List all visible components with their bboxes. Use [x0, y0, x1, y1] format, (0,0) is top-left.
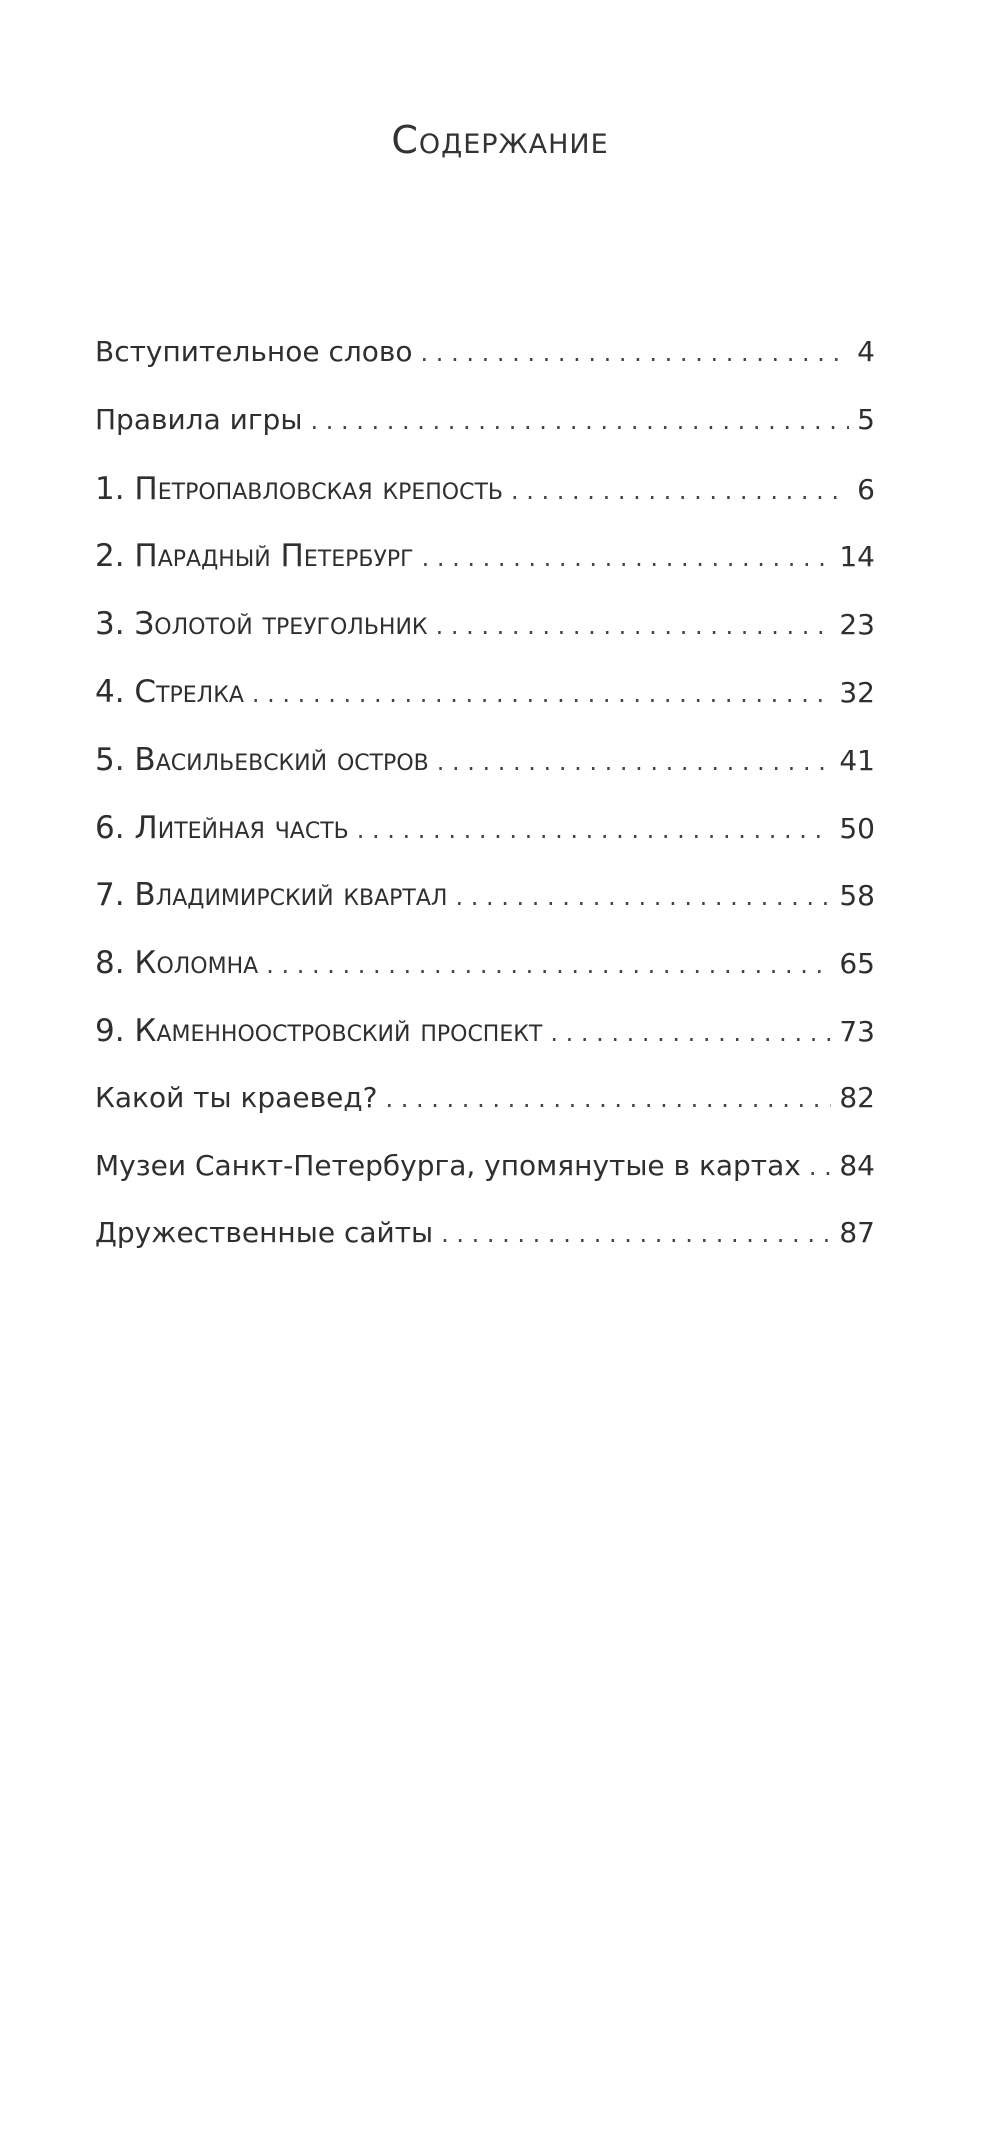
- dot-leader: [421, 339, 850, 367]
- toc-entry-page: 73: [839, 1014, 875, 1048]
- toc-entry[interactable]: [95, 471, 875, 539]
- toc-entry-label: Какой ты краевед?: [95, 1080, 378, 1114]
- toc-entry[interactable]: [95, 606, 875, 674]
- dot-leader: [252, 680, 831, 708]
- toc-entry-page: 23: [839, 608, 875, 642]
- dot-leader: [266, 951, 831, 979]
- toc-entry[interactable]: [95, 1216, 875, 1284]
- toc-entry[interactable]: [95, 335, 875, 403]
- toc-entry-label: 2. Парадный Петербург: [95, 538, 414, 575]
- toc-entry-page: 14: [839, 540, 875, 574]
- toc-entry[interactable]: [95, 403, 875, 471]
- dot-leader: [436, 612, 832, 640]
- toc-entry-page: 41: [839, 743, 875, 777]
- toc-entry-page: 5: [857, 402, 875, 436]
- toc-entry-label: 9. Каменноостровский проспект: [95, 1012, 543, 1049]
- dot-leader: [441, 1220, 831, 1248]
- table-of-contents: [95, 335, 875, 1284]
- toc-entry[interactable]: [95, 1013, 875, 1081]
- dot-leader: [455, 883, 831, 911]
- toc-entry[interactable]: [95, 1149, 875, 1217]
- toc-entry[interactable]: [95, 1081, 875, 1149]
- dot-leader: [809, 1153, 832, 1181]
- toc-entry-label: 6. Литейная часть: [95, 809, 349, 846]
- dot-leader: [310, 407, 849, 435]
- toc-entry-label: Вступительное слово: [95, 335, 413, 368]
- toc-entry-label: Музеи Санкт-Петербурга, упомянутые в картах: [95, 1148, 801, 1182]
- toc-entry-label: Правила игры: [95, 402, 303, 436]
- toc-entry[interactable]: [95, 742, 875, 810]
- toc-entry-label: 5. Васильевский остров: [95, 741, 429, 778]
- toc-entry-page: 50: [839, 811, 875, 845]
- toc-entry[interactable]: [95, 945, 875, 1013]
- toc-entry-page: 84: [839, 1148, 875, 1182]
- toc-entry[interactable]: [95, 674, 875, 742]
- toc-entry-page: 6: [857, 472, 875, 506]
- dot-leader: [550, 1019, 831, 1047]
- toc-entry-label: 7. Владимирский квартал: [95, 877, 448, 914]
- dot-leader: [437, 748, 832, 776]
- toc-entry-page: 32: [839, 675, 875, 709]
- toc-entry[interactable]: [95, 877, 875, 945]
- dot-leader: [422, 544, 832, 572]
- toc-entry[interactable]: [95, 810, 875, 878]
- toc-entry-page: 87: [839, 1216, 875, 1250]
- toc-entry-label: Дружественные сайты: [95, 1216, 434, 1250]
- toc-entry-label: 1. Петропавловская крепость: [95, 470, 504, 507]
- toc-entry[interactable]: [95, 538, 875, 606]
- dot-leader: [386, 1085, 832, 1113]
- toc-entry-page: 4: [857, 335, 875, 368]
- page-title: Содержание: [391, 118, 609, 162]
- dot-leader: [357, 816, 832, 844]
- toc-entry-page: 65: [839, 947, 875, 981]
- toc-entry-label: 8. Коломна: [95, 945, 259, 982]
- toc-entry-label: 4. Стрелка: [95, 673, 244, 710]
- dot-leader: [511, 477, 849, 505]
- toc-entry-label: 3. Золотой треугольник: [95, 606, 428, 643]
- toc-entry-page: 82: [839, 1080, 875, 1114]
- toc-entry-page: 58: [839, 879, 875, 913]
